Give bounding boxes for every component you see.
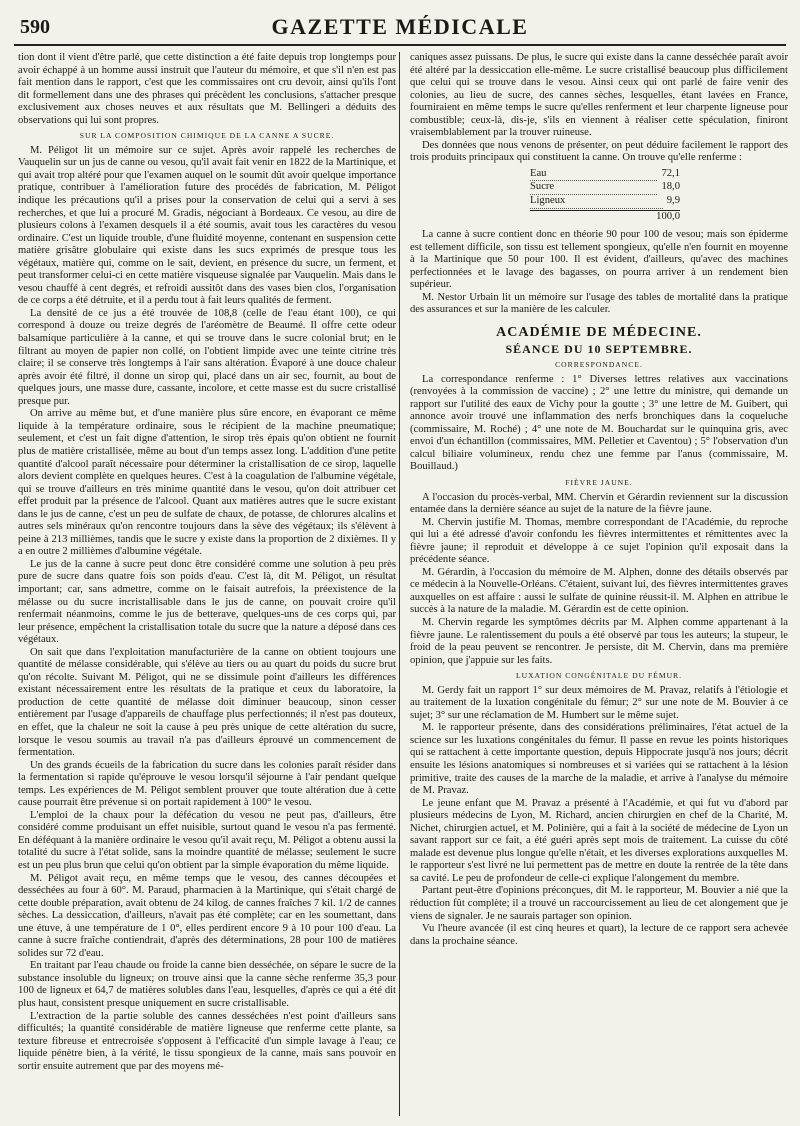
- article-paragraph: Le jeune enfant que M. Pravaz a présenté à l'Académie, et qui fut vu d'abord par plusieurs médecins de Lyon, M. Richard, ancien chirurgien en chef de la Charité, M. Nichet, chirurgien actuel, et M. Polinière, qui a fait à la société de médecine de Lyon un savant rapport sur ce fait, a été guéri après sept mois de traitement. La cuisse du côté malade est devenue plus longue qu'elle n'était, et les diverses explorations auxquelles M. le rapporteur s'est livré ne lui permettent pas de mettre en doute la rentrée de la tête dans sa cavité. Le peu de profondeur de celle-ci explique l'alongement du membre.: [410, 797, 788, 884]
- article-paragraph: M. Nestor Urbain lit un mémoire sur l'usage des tables de mortalité dans la pratique des assurances et sur la manière de les calculer.: [410, 291, 788, 316]
- table-total-row: [530, 210, 680, 224]
- article-paragraph: Un des grands écueils de la fabrication du sucre dans les colonies paraît résider dans la fermentation si rapide qu'éprouve le vesou lorsqu'il séjourne à l'air pendant quelque temps. Les expériences de M. Péligot semblent prouver que toute altération due à cette cause pourrait être prévenue si on portait rapidement à 100° le vesou.: [18, 759, 396, 809]
- table-value: 9,9: [666, 195, 680, 207]
- section-subhead-correspondence: CORRESPONDANCE.: [555, 360, 643, 370]
- article-paragraph: M. Gerdy fait un rapport 1° sur deux mémoires de M. Pravaz, relatifs à l'étiologie et au traitement de la luxation congénitale du fémur; 2° sur une note de M. Bouvier à ce sujet; 3° sur une réclamation de M. Humbert sur le même sujet.: [410, 684, 788, 721]
- table-row: [530, 195, 680, 209]
- article-paragraph: Des données que nous venons de présenter, on peut déduire facilement le rapport des trois produits principaux qui constituent la canne. On trouve qu'elle renferme :: [410, 139, 788, 164]
- table-value: 72,1: [661, 167, 680, 179]
- academy-heading: ACADÉMIE DE MÉDECINE.: [496, 324, 702, 340]
- page-number: 590: [20, 16, 50, 38]
- article-paragraph: caniques assez puissans. De plus, le sucre qui existe dans la canne desséchée paraît avoir été altéré par la dessiccation elle-même. Le sucre cristallisé beaucoup plus difficilement que celui qui se trouve dans le vesou. Ainsi ceux qui ont parlé de faire venir des colonies, au lieu de sucre, des cannes sèches, lesquelles, étant lavées en France, fourniraient en même temps le sucre qu'elles renferment et leur charpente ligneuse pour combustible; ceux-là, dis-je, s'ils en viennent à réaliser cette spéculation, finiront vraisemblablement par la trouver ruineuse.: [410, 52, 788, 139]
- section-subhead-sugar-cane: SUR LA COMPOSITION CHIMIQUE DE LA CANNE A SUCRE.: [79, 131, 335, 141]
- session-heading: SÉANCE DU 10 SEPTEMBRE.: [505, 342, 693, 357]
- article-paragraph: En traitant par l'eau chaude ou froide la canne bien desséchée, on sépare le sucre de la substance insoluble du ligneux; on trouve ainsi que la canne sèche renferme 35,3 pour 100 de ligneux et 64,7 de matières solubles dans l'eau, lesquelles, d'après ce qui a été dit plus haut, consistent presque uniquement en sucre cristallisable.: [18, 960, 396, 1010]
- article-paragraph: M. le rapporteur présente, dans des considérations préliminaires, l'état actuel de la science sur les luxations congénitales du fémur. Il passe en revue les points historiques qui se rattachent à cette importante question, depuis Hippocrate jusqu'à nos jours; décrit ensuite les lésions anatomiques si nombreuses et si variées qui se rattachent à la lésion primitive, traite des causes de la marche de la maladie, et arrive à l'analyse du mémoire de M. Pravaz.: [410, 722, 788, 797]
- table-row: [530, 181, 680, 195]
- article-paragraph: On arrive au même but, et d'une manière plus sûre encore, en évaporant ce même liquide à la température ordinaire, sous le récipient de la machine pneumatique; seulement, et c'est un fait digne d'attention, le sirop très épais qu'on obtient ne fournit plus de matière cristallisée, même au bout d'un temps assez long. L'addition d'une petite quantité d'alcool paraît nécessaire pour déterminer la cristallisation de ce sirop, laquelle alors devient complète en quelques heures. C'est à la coagulation de l'albumine végétale, qui se trouve d'ailleurs en très minime quantité dans le vesou, qu'on doit attribuer cet effet produit par la présence de l'alcool. Quant aux matières autres que le sucre existant dans le jus de canne, c'est un peu de sulfate de chaux, de potasse, de chlorures alcalins et autres sels minéraux qu'on rencontre toujours dans la sève des végétaux; ils s'élèvent à peine à 213 millièmes, tandis que le sucre y existe dans la proportion de 2 dixièmes. Il y a en outre 2 millièmes d'albumine végétale.: [18, 408, 396, 558]
- article-paragraph: M. Gérardin, à l'occasion du mémoire de M. Alphen, donne des détails observés par ce médecin à la Nouvelle-Orléans. C'étaient, suivant lui, des fièvres intermittentes graves auxquelles on est affaire : aussi le sulfate de quinine réussit-il. M. Alphen en attribue le succès à la nature de la maladie. M. Gérardin est de cette opinion.: [410, 566, 788, 616]
- article-paragraph: Partant peut-être d'opinions préconçues, dit M. le rapporteur, M. Bouvier a nié que la réduction fût complète; il a trouvé un raccourcissement au lieu de cet alongement que je viens de signaler. Je ne saurais partager son opinion.: [410, 885, 788, 922]
- column-divider: [399, 52, 400, 1116]
- section-subhead-luxation: LUXATION CONGÉNITALE DU FÉMUR.: [515, 671, 683, 681]
- article-paragraph: M. Péligot lit un mémoire sur ce sujet. Après avoir rappelé les recherches de Vauquelin sur un jus de canne ou vesou, qu'il avait fait venir en 1822 de la Martinique, et qui avait trop altéré pour que l'examen auquel on le soumit dût avoir quelque importance pratique, contribuer à l'amélioration future des procédés de fabrication, M. Péligot indique les précautions qu'il a prises pour la conservation de celui qui a servi à ses recherches, et que lui a procuré M. Gradis, négociant à Bordeaux. Ce vesou, au dire de plusieurs colons à l'examen desquels il a été soumis, avait tous les caractères du vesou ordinaire. C'est un liquide trouble, d'une fluidité moyenne, contenant en suspension cette matière grisâtre globulaire qui existe dans les sucs exprimés de presque tous les végétaux, matière qui, comme on le sait, devient, en présence du sucre, un ferment, et peut transformer celui-ci en cette matière visqueuse signalée par Vauquelin. Mais dans le vesou chauffé à cent degrés, et refroidi aussitôt dans des vases bien clos, l'organisation de ce corps a été détruite, et il a perdu tout à fait leurs qualités de ferment.: [18, 144, 396, 307]
- article-paragraph: Le jus de la canne à sucre peut donc être considéré comme une solution à peu près pure de sucre dans quatre fois son poids d'eau. C'est là, dit M. Péligot, un résultat important; car, sans admettre, comme on le faisait autrefois, la préexistence de la mélasse ou du sucre incristallisable dans le jus de canne, on pouvait croire qu'il renfermait néanmoins, comme le jus de betterave, quelques-uns de ces corps qui, par leur présence, empêchent la cristallisation totale du sucre que la nature a déposé dans ces végétaux.: [18, 558, 396, 646]
- article-paragraph: M. Chervin regarde les symptômes décrits par M. Alphen comme appartenant à la fièvre jaune. Le ralentissement du pouls a été observé par tous les auteurs; la stupeur, le froid de la peau peuvent se rencontrer. Je persiste, dit M. Chervin, dans ma première opinion, que j'appuie sur les faits.: [410, 616, 788, 666]
- article-paragraph: A l'occasion du procès-verbal, MM. Chervin et Gérardin reviennent sur la discussion entamée dans la dernière séance au sujet de la nature de la fièvre jaune.: [410, 491, 788, 516]
- table-row: [530, 168, 680, 182]
- journal-title: GAZETTE MÉDICALE: [271, 14, 529, 39]
- article-paragraph: M. Chervin justifie M. Thomas, membre correspondant de l'Académie, du reproche qui lui a été adressé d'avoir confondu les fièvres intermittentes et rémittentes avec la fièvre jaune; il reproduit et développe à ce sujet l'opinion qu'il exposait dans la précédente séance.: [410, 516, 788, 566]
- article-paragraph: L'extraction de la partie soluble des cannes desséchées n'est point d'ailleurs sans difficultés; la quantité considérable de matière ligneuse que renferme cette plante, sa texture fibreuse et entrecroisée s'opposent à l'efficacité d'un simple lavage à l'eau; ce liquide pénètre bien, à la vérité, le tissu spongieux de la canne, mais sans pouvoir en sortir ensuite autrement que par des moyens mé-: [18, 1010, 396, 1072]
- right-column: [410, 52, 788, 1118]
- table-value: 18,0: [661, 181, 680, 193]
- table-total: 100,0: [656, 210, 680, 222]
- table-label: Ligneux: [530, 195, 663, 209]
- table-label: Eau: [530, 168, 657, 182]
- left-column: [18, 52, 396, 1118]
- article-paragraph: La canne à sucre contient donc en théorie 90 pour 100 de vesou; mais son épiderme est tellement difficile, son tissu est tellement spongieux, qu'elle n'en fournit en moyenne à la Martinique que 50 pour 100. Il est évident, d'ailleurs, qu'avec des machines perfectionnées et le lavage des bagasses, on pourra arriver à un rendement bien supérieur.: [410, 229, 788, 291]
- composition-table: [530, 168, 680, 223]
- article-paragraph: M. Péligot avait reçu, en même temps que le vesou, des cannes découpées et desséchées au four à 60°. M. Paraud, pharmacien à la Martinique, qui s'était chargé de cette double préparation, avait obtenu de 24 kilog. de cannes fraîches 7 kil. 1/2 de cannes sèches. La dessiccation, d'ailleurs, n'avait pas été complète; car en les soumettant, dans une étuve, à une température de 1 0°, elles perdirent encore 9 à 10 pour 100 d'eau. La canne à sucre fraîche contiendrait, d'après des déterminations, 28 pour 100 de matières solides sur 72 d'eau.: [18, 872, 396, 959]
- article-paragraph: La densité de ce jus a été trouvée de 108,8 (celle de l'eau étant 100), ce qui correspond à douze ou treize degrés de l'aréomètre de Beaumé. Il offre cette odeur balsamique particulière à la canne, et qui se trouve dans le sucre colonial brut; en le filtrant au moyen de papier non collé, on l'obtient limpide avec une teinte citrine très claire; il se conserve très longtemps à l'air sans altération. Évaporé à une douce chaleur après avoir été filtré, il donne un sirop qui, placé dans un air sec, fournit, au bout de quelques jours, une masse dure, cassante, incolore, et cette masse est du sucre cristallisé presque pur.: [18, 307, 396, 407]
- intro-paragraph: tion dont il vient d'être parlé, que cette distinction a été faite depuis trop longtemps pour avoir échappé à un homme aussi instruit que l'auteur du mémoire, et que s'il n'en est pas fait mention dans le rapport, c'est que les commissaires ont cru devoir, ainsi qu'ils l'ont dit formellement dans une des phrases qui précèdent les conclusions, s'attacher presque exclusivement aux choses neuves et aux résultats que M. Bellingeri a déduits des observations qui lui sont propres.: [18, 52, 396, 126]
- article-paragraph: Vu l'heure avancée (il est cinq heures et quart), la lecture de ce rapport sera achevée dans la prochaine séance.: [410, 923, 788, 947]
- table-label: Sucre: [530, 181, 657, 195]
- article-paragraph: La correspondance renferme : 1° Diverses lettres relatives aux vaccinations (renvoyées à la commission de vaccine) ; 2° une lettre du ministre, qui demande un rapport sur l'utilité des eaux de Vichy pour la goutte ; 3° une lettre de M. Guibert, qui annonce avoir trouvé une inflammation des nerfs bronchiques dans la coqueluche (commissaire, M. Roché) ; 4° une note de M. Bouchardat sur le quinquina gris, avec envoi d'un échantillon (commissaires, MM. Pelletier et Caventou) ; 5° l'observation d'un calcul biliaire volumineux, rendu chez une femme par l'anus (commissaire, M. Bouillaud.): [410, 373, 788, 473]
- article-paragraph: On sait que dans l'exploitation manufacturière de la canne on obtient toujours une quantité de mélasse considérable, qui s'élève au tiers ou au quart du poids du sucre brut qu'on récolte. Suivant M. Péligot, qui ne se dissimule point d'ailleurs les différences existant nécessairement entre les résultats de la pratique et ceux du laboratoire, la production de cette quantité de mélasse doit diminuer beaucoup, sinon cesser entièrement par l'usage d'appareils de chauffage plus perfectionnés; il n'est pas douteux, en effet, que la chaleur ne soit la cause à peu près unique de cette altération du sucre, lorsque le vesou soumis au travail n'a pas d'ailleurs éprouvé un commencement de fermentation.: [18, 646, 396, 759]
- page-header: [14, 14, 786, 46]
- section-subhead-yellow-fever: FIÈVRE JAUNE.: [565, 477, 633, 487]
- article-paragraph: L'emploi de la chaux pour la défécation du vesou ne peut pas, d'ailleurs, être considéré comme produisant un effet nuisible, surtout quand le vesou n'a pas fermenté. En déféquant à la manière ordinaire le vesou qu'il avait reçu, M. Péligot a obtenu aussi la totalité du sucre à l'état solide, sans la moindre quantité de mélasse; seulement le sucre est un peu plus brun que celui qu'on obtient par la simple évaporation du même liquide.: [18, 809, 396, 871]
